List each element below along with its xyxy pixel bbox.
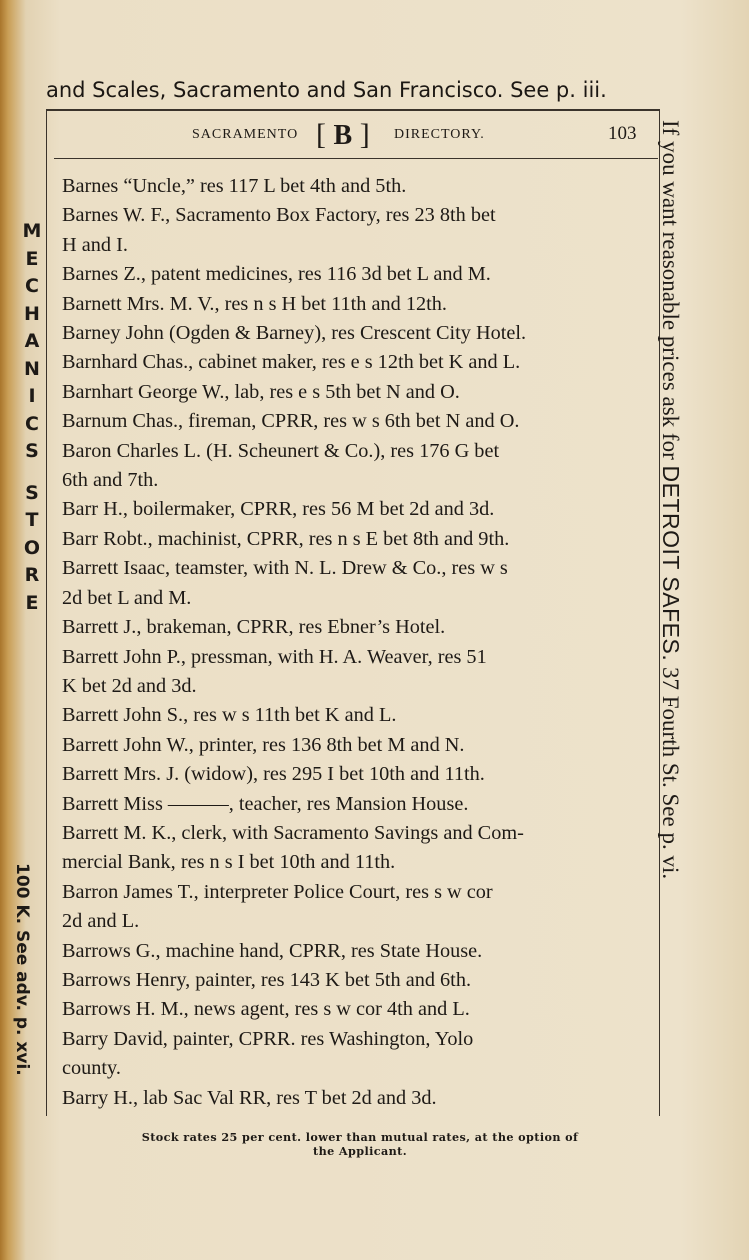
bracket-open: [ [316,118,326,151]
advert-letter [20,466,44,480]
directory-entry [62,643,658,702]
directory-entry [62,819,658,878]
entry-line: Barney John (Ogden & Barney), res Crescent City Hotel. [62,322,527,345]
entry-line: Barr H., boilermaker, CPRR, res 56 M bet 2d and 3d. [62,498,495,521]
advert-letter: A [24,330,40,352]
entry-line: Barrett Miss ———, teacher, res Mansion House. [62,792,469,815]
advert-letter: I [28,385,36,407]
entry-continuation: H and I. [62,233,128,256]
entry-continuation: county. [62,1057,121,1080]
entry-continuation: mercial Bank, res n s I bet 10th and 11th. [62,851,396,874]
directory-entry [62,290,658,319]
directory-entry [62,407,658,436]
entry-line: Barrett M. K., clerk, with Sacramento Savings and Com- [62,821,524,844]
entry-line: Barnes Z., patent medicines, res 116 3d bet L and M. [62,263,491,286]
entry-line: Barrett J., brakeman, CPRR, res Ebner’s Hotel. [62,616,446,639]
footer-line-2: the Applicant. [313,1144,407,1158]
entry-line: Barrows G., machine hand, CPRR, res State House. [62,939,483,962]
entry-line: Barry H., lab Sac Val RR, res T bet 2d and 3d. [62,1086,437,1109]
entry-continuation: 2d and L. [62,910,140,933]
advert-letter: O [23,536,41,559]
directory-entry [62,495,658,524]
entry-line: Barron James T., interpreter Police Court, res s w cor [62,880,493,903]
entry-line: Barrett John S., res w s 11th bet K and L. [62,704,397,727]
bracket-close: ] [359,118,370,151]
advert-letter: H [24,302,40,325]
entry-continuation: 6th and 7th. [62,469,159,492]
entry-line: Barrows H. M., news agent, res s w cor 4th and L. [62,998,470,1021]
advert-letter: S [25,481,39,504]
advert-letter: S [25,440,39,462]
advert-letter: E [25,591,39,614]
directory-entry [62,731,658,760]
directory-entry [62,878,658,937]
entry-line: Barrows Henry, painter, res 143 K bet 5th and 6th. [62,968,472,991]
running-head-title: DIRECTORY. [394,127,485,142]
directory-entries [62,172,658,1113]
directory-entry [62,1025,658,1084]
entry-line: Barry David, painter, CPRR. res Washington, Yolo [62,1027,474,1050]
directory-entry [62,437,658,496]
directory-entry [62,172,658,201]
directory-entry [62,701,658,730]
directory-entry [62,525,658,554]
right-margin-advert [656,120,685,879]
left-margin-advert [0,218,46,1076]
left-advert-rotated: 100 K. See adv. p. xvi. [12,863,32,1076]
entry-continuation: K bet 2d and 3d. [62,674,197,697]
directory-entry [62,937,658,966]
entry-line: Baron Charles L. (H. Scheunert & Co.), res 176 G bet [62,439,500,462]
section-letter: B [333,120,353,151]
directory-entry [62,260,658,289]
entry-line: Barnes W. F., Sacramento Box Factory, res 23 8th bet [62,204,496,227]
directory-entry [62,378,658,407]
entry-line: Barrett John W., printer, res 136 8th bet M and N. [62,733,465,756]
advert-letter: R [24,564,40,586]
entry-line: Barnett Mrs. M. V., res n s H bet 11th and 12th. [62,292,447,315]
entry-line: Barr Robt., machinist, CPRR, res n s E bet 8th and 9th. [62,527,510,550]
advert-letter: T [25,509,39,531]
entry-line: Barnum Chas., fireman, CPRR, res w s 6th bet N and O. [62,410,520,433]
page-number: 103 [608,123,637,144]
advert-letter: N [24,357,40,380]
entry-line: Barrett Isaac, teamster, with N. L. Drew & Co., res w s [62,557,508,580]
header-rule [54,158,658,159]
directory-entry [62,760,658,789]
directory-entry [62,554,658,613]
right-advert-part3: 37 Fourth St. See p. vi. [658,661,683,880]
entry-line: Barnes “Uncle,” res 117 L bet 4th and 5th. [62,175,407,197]
advert-letter: M [22,220,42,242]
directory-entry [62,995,658,1024]
advert-letter: E [25,247,39,270]
running-head [54,115,658,155]
footer-note [80,1130,640,1158]
footer-line-1: Stock rates 25 per cent. lower than mutual rates, at the option of [141,1130,579,1144]
right-advert-part1: If you want reasonable prices ask for [658,120,683,466]
directory-entry [62,966,658,995]
directory-entry [62,613,658,642]
running-head-city: SACRAMENTO [192,127,299,142]
left-advert-letters [20,218,44,617]
right-advert-part2: DETROIT SAFES. [658,465,684,662]
top-banner-advert: and Scales, Sacramento and San Francisco. See p. iii. [46,78,607,102]
directory-entry [62,348,658,377]
entry-line: Barrett Mrs. J. (widow), res 295 I bet 10th and 11th. [62,763,485,786]
advert-letter: C [25,412,39,435]
entry-line: Barrett John P., pressman, with H. A. Weaver, res 51 [62,645,487,668]
entry-line: Barnhart George W., lab, res e s 5th bet N and O. [62,380,460,403]
directory-entry [62,319,658,348]
directory-entry [62,1084,658,1113]
entry-continuation: 2d bet L and M. [62,586,192,609]
directory-entry [62,201,658,260]
advert-letter: C [25,275,39,297]
directory-entry [62,790,658,819]
entry-line: Barnhard Chas., cabinet maker, res e s 12th bet K and L. [62,351,521,374]
running-head-letter [316,115,370,156]
